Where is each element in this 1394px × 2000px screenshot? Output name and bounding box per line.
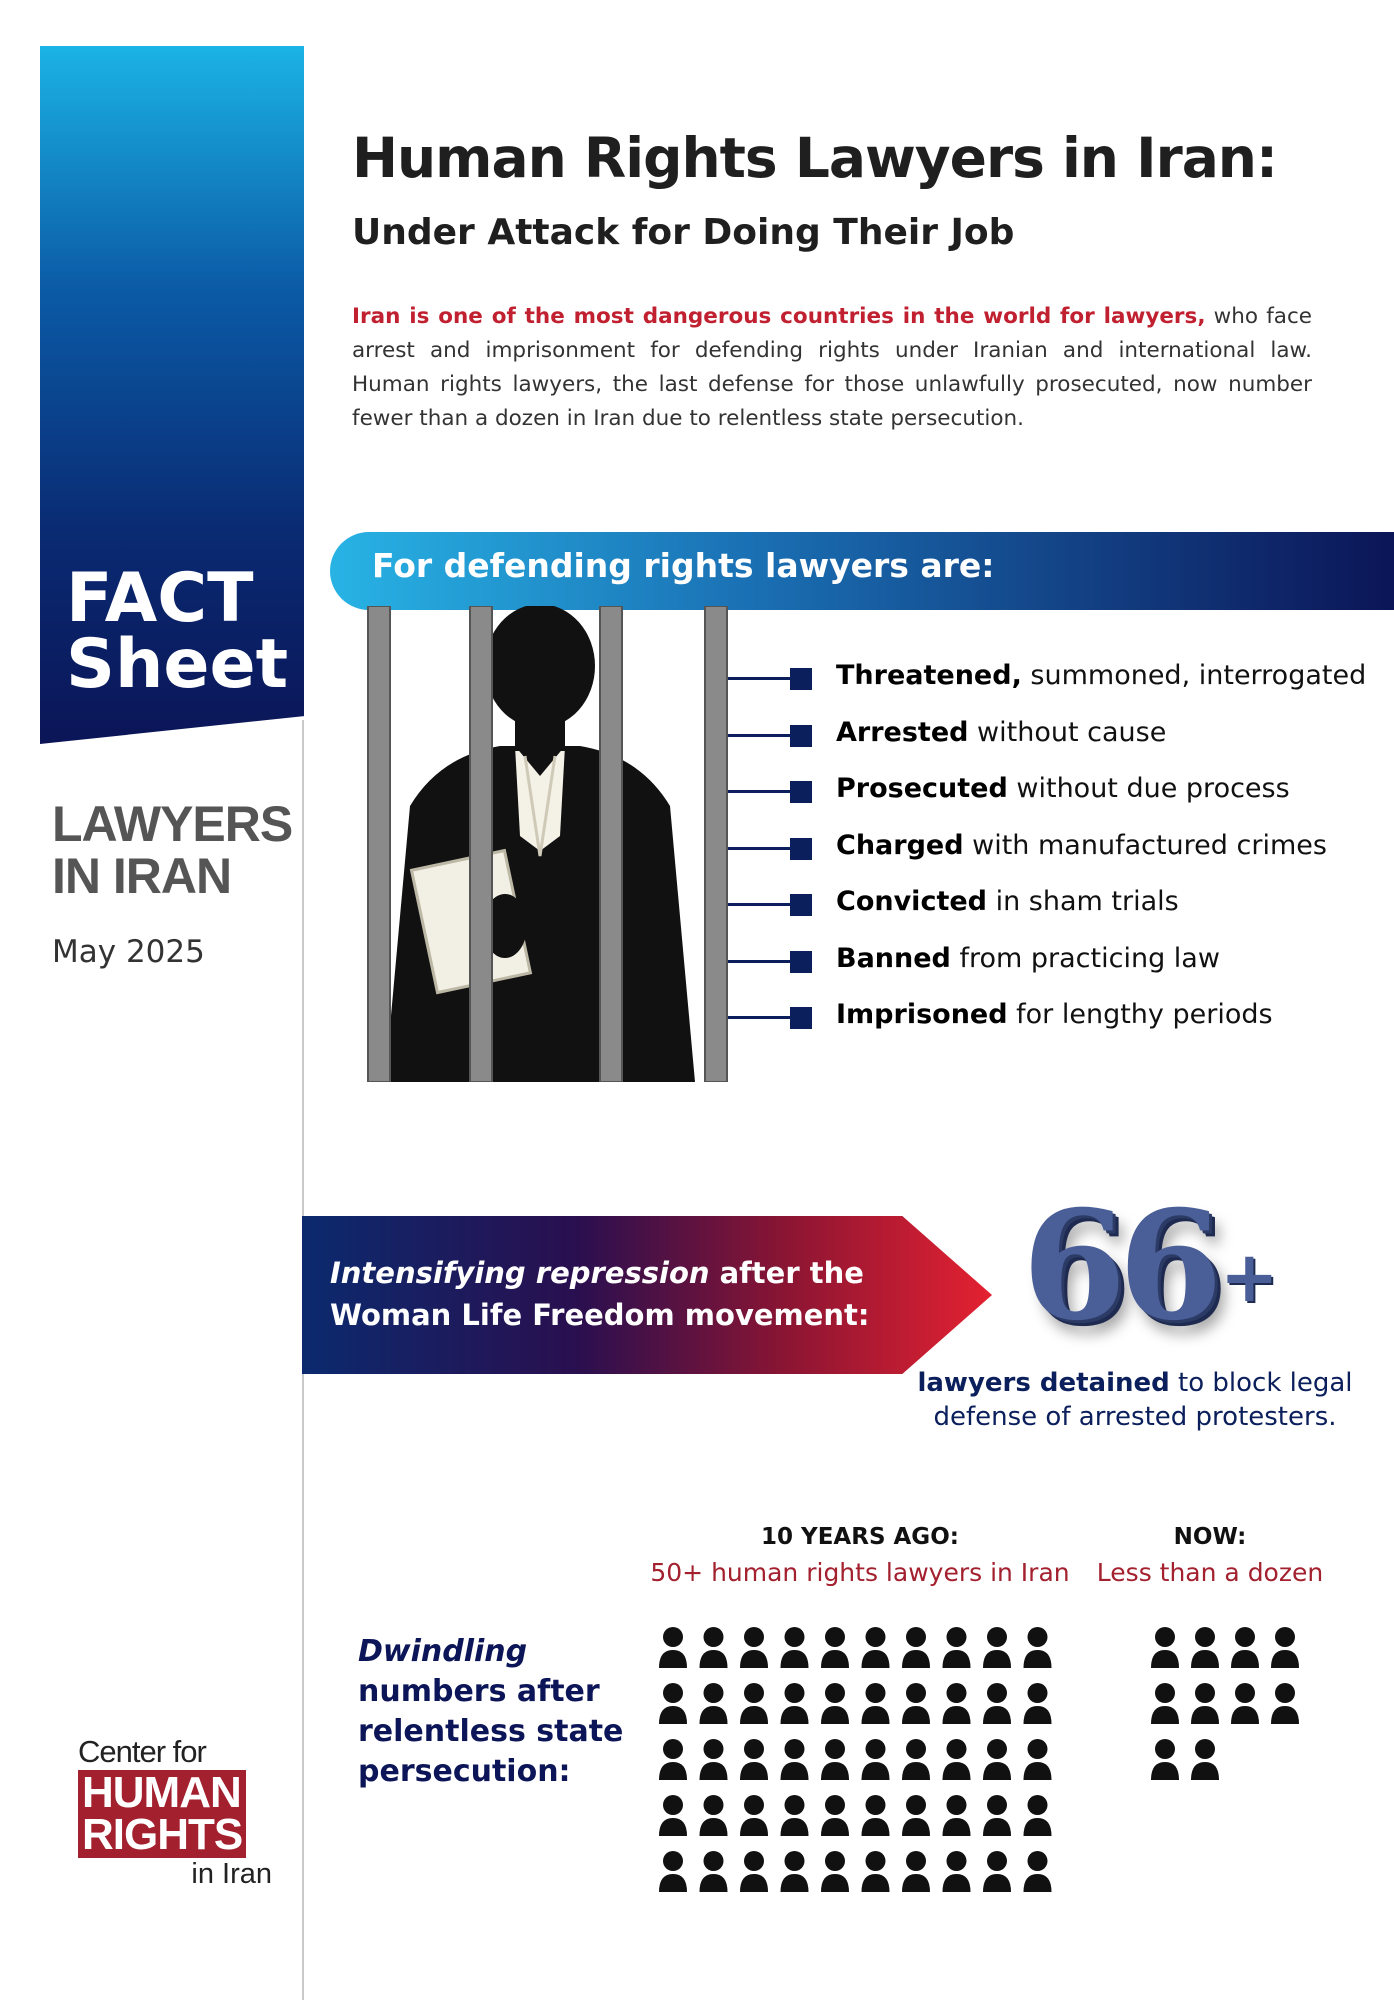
person-icon	[1191, 1683, 1219, 1724]
person-icon	[1191, 1627, 1219, 1668]
now-subheading: Less than a dozen	[1096, 1558, 1324, 1587]
connector-line	[728, 734, 794, 737]
list-item-rest: in sham trials	[987, 886, 1179, 917]
person-icon	[943, 1795, 971, 1836]
person-icon	[1151, 1683, 1179, 1724]
person-icon	[821, 1627, 849, 1668]
person-icon	[659, 1683, 687, 1724]
repression-line-1	[330, 1252, 870, 1294]
person-icon	[781, 1739, 809, 1780]
dwindling-caption	[358, 1632, 623, 1792]
connector-line	[728, 1016, 794, 1019]
person-icon	[862, 1795, 890, 1836]
repression-line-2: Woman Life Freedom movement:	[330, 1298, 870, 1332]
list-item	[836, 830, 1327, 861]
fact-line: FACT	[66, 559, 254, 638]
connector-line	[728, 677, 794, 680]
person-icon	[700, 1851, 728, 1892]
person-icon	[659, 1795, 687, 1836]
dwindle-line-4: persecution:	[358, 1754, 571, 1789]
person-icon	[700, 1683, 728, 1724]
person-icon	[700, 1795, 728, 1836]
list-item-rest: for lengthy periods	[1007, 999, 1273, 1030]
person-icon	[1151, 1739, 1179, 1780]
logo-rights: RIGHTS	[82, 1810, 243, 1859]
list-item	[836, 660, 1366, 691]
person-icon	[821, 1851, 849, 1892]
repression-italic: Intensifying repression	[330, 1256, 710, 1290]
person-icon	[902, 1851, 930, 1892]
list-item-rest: with manufactured crimes	[963, 829, 1327, 861]
person-icon	[943, 1627, 971, 1668]
person-icon	[943, 1851, 971, 1892]
person-icon	[659, 1627, 687, 1668]
detained-bold: lawyers detained	[917, 1368, 1170, 1398]
list-item-bold: Arrested	[836, 716, 969, 748]
then-subheading: 50+ human rights lawyers in Iran	[650, 1558, 1070, 1587]
fact-sheet-label	[66, 559, 289, 704]
list-item	[836, 999, 1273, 1030]
connector-line	[728, 847, 794, 850]
list-item-bold: Charged	[836, 829, 964, 861]
bullet-square-icon	[790, 781, 812, 803]
bullet-square-icon	[790, 838, 812, 860]
logo-line-3: in Iran	[191, 1858, 272, 1890]
lawyer-behind-bars-illustration	[350, 606, 730, 1082]
list-item	[836, 886, 1179, 917]
list-item-rest: summoned, interrogated	[1021, 660, 1367, 691]
dwindle-line-3: relentless state	[358, 1714, 624, 1749]
intro-highlight: Iran is one of the most dangerous countries in the world for lawyers,	[352, 304, 1206, 329]
page-subtitle: Under Attack for Doing Their Job	[352, 212, 1015, 253]
person-icon	[781, 1795, 809, 1836]
person-icon	[983, 1683, 1011, 1724]
list-item	[836, 773, 1290, 804]
person-icon	[862, 1851, 890, 1892]
detained-count: 66	[1022, 1178, 1215, 1354]
person-icon	[1231, 1627, 1259, 1668]
page-title: Human Rights Lawyers in Iran:	[352, 126, 1277, 190]
topic-label	[52, 798, 292, 902]
person-icon	[983, 1795, 1011, 1836]
person-icon	[740, 1739, 768, 1780]
person-icon	[862, 1683, 890, 1724]
person-icon	[902, 1683, 930, 1724]
detained-rest: to block legal defense of arrested protesters.	[933, 1368, 1353, 1432]
person-icon	[659, 1851, 687, 1892]
list-item-rest: without cause	[968, 716, 1167, 748]
person-icon	[781, 1683, 809, 1724]
intro-body: who face arrest and imprisonment for defending rights under Iranian and international law. Human rights lawyers, the last defense for those unlawfully prosecuted, now number fewer than a dozen in Iran due to relentless state persecution.	[352, 304, 1312, 431]
dwindle-italic: Dwindling	[358, 1634, 528, 1669]
person-icon	[700, 1627, 728, 1668]
logo-human: HUMAN	[82, 1768, 241, 1817]
list-item-bold: Threatened,	[836, 660, 1022, 691]
then-heading: 10 YEARS AGO:	[761, 1524, 959, 1550]
list-item	[836, 717, 1166, 748]
connector-line	[728, 960, 794, 963]
detained-caption	[900, 1366, 1370, 1434]
person-icon	[862, 1739, 890, 1780]
then-people-icons	[658, 1626, 1058, 1896]
person-icon	[659, 1739, 687, 1780]
person-icon	[1231, 1683, 1259, 1724]
person-icon	[943, 1683, 971, 1724]
person-icon	[781, 1851, 809, 1892]
list-item-rest: without due process	[1007, 773, 1290, 804]
list-item-bold: Prosecuted	[836, 773, 1008, 804]
connector-line	[728, 790, 794, 793]
person-icon	[740, 1795, 768, 1836]
intro-paragraph	[352, 300, 1312, 436]
person-icon	[821, 1739, 849, 1780]
person-icon	[902, 1627, 930, 1668]
person-icon	[740, 1683, 768, 1724]
dwindle-line-2: numbers after	[358, 1674, 600, 1709]
now-people-icons	[1150, 1626, 1330, 1786]
person-icon	[1191, 1739, 1219, 1780]
bullet-square-icon	[790, 951, 812, 973]
chri-logo	[78, 1734, 278, 1891]
detained-plus: +	[1220, 1236, 1279, 1318]
list-item	[836, 943, 1220, 974]
person-icon	[1024, 1851, 1052, 1892]
repression-rest: after the	[709, 1256, 864, 1290]
list-item-bold: Banned	[836, 942, 951, 974]
connector-line	[728, 903, 794, 906]
sheet-line: Sheet	[66, 625, 289, 704]
person-icon	[740, 1627, 768, 1668]
person-icon	[862, 1627, 890, 1668]
person-icon	[781, 1627, 809, 1668]
repression-text	[330, 1252, 870, 1336]
person-icon	[1024, 1627, 1052, 1668]
topic-line-2: IN IRAN	[52, 848, 232, 904]
person-icon	[1024, 1739, 1052, 1780]
now-heading: NOW:	[1173, 1524, 1247, 1550]
section-banner-text: For defending rights lawyers are:	[372, 546, 995, 585]
person-icon	[740, 1851, 768, 1892]
person-icon	[1151, 1627, 1179, 1668]
person-icon	[1271, 1627, 1299, 1668]
person-icon	[902, 1739, 930, 1780]
person-icon	[1024, 1683, 1052, 1724]
person-icon	[821, 1683, 849, 1724]
logo-box	[78, 1770, 246, 1858]
person-icon	[983, 1739, 1011, 1780]
bullet-square-icon	[790, 668, 812, 690]
list-item-bold: Convicted	[836, 886, 987, 917]
person-icon	[983, 1627, 1011, 1668]
person-icon	[983, 1851, 1011, 1892]
logo-line-1: Center for	[78, 1734, 206, 1769]
person-icon	[1024, 1795, 1052, 1836]
person-icon	[700, 1739, 728, 1780]
list-item-bold: Imprisoned	[836, 999, 1008, 1030]
bullet-square-icon	[790, 1007, 812, 1029]
person-icon	[821, 1795, 849, 1836]
person-icon	[902, 1795, 930, 1836]
person-icon	[1271, 1683, 1299, 1724]
publication-date: May 2025	[52, 934, 205, 970]
list-item-rest: from practicing law	[950, 942, 1220, 974]
bullet-square-icon	[790, 725, 812, 747]
person-icon	[943, 1739, 971, 1780]
topic-line-1: LAWYERS	[52, 796, 293, 852]
bullet-square-icon	[790, 894, 812, 916]
